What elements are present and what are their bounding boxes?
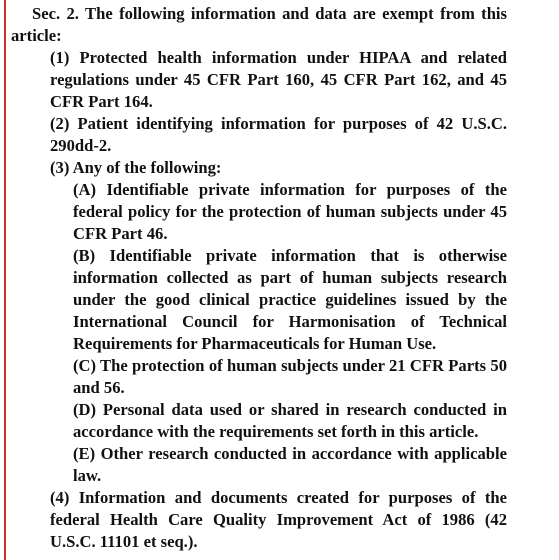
section-heading: Sec. 2. The following information and data are exempt from this article: <box>11 4 507 45</box>
exemption-item-1: (1) Protected health information under HIPAA and related regulations under 45 CFR Part 160, 45 CFR Part 162, and 45 CFR Part 164. <box>50 48 507 111</box>
exemption-item-2: (2) Patient identifying information for purposes of 42 U.S.C. 290dd-2. <box>50 114 507 155</box>
subitem-e: (E) Other research conducted in accordance with applicable law. <box>73 444 507 485</box>
document-body <box>11 3 507 553</box>
subitem-d: (D) Personal data used or shared in research conducted in accordance with the requirements set forth in this article. <box>73 400 507 441</box>
subitem-a: (A) Identifiable private information for purposes of the federal policy for the protection of human subjects under 45 CFR Part 46. <box>73 180 507 243</box>
subitem-c: (C) The protection of human subjects under 21 CFR Parts 50 and 56. <box>73 356 507 397</box>
exemption-item-4: (4) Information and documents created for purposes of the federal Health Care Quality Improvement Act of 1986 (42 U.S.C. 11101 et seq.). <box>50 488 507 551</box>
subitem-b: (B) Identifiable private information that is otherwise information collected as part of human subjects research under the good clinical practice guidelines issued by the International Council for Harmonisation of Technical Requirements for Pharmaceuticals for Human Use. <box>73 246 507 353</box>
margin-change-bar <box>4 0 6 560</box>
exemption-item-3: (3) Any of the following: <box>50 158 222 177</box>
